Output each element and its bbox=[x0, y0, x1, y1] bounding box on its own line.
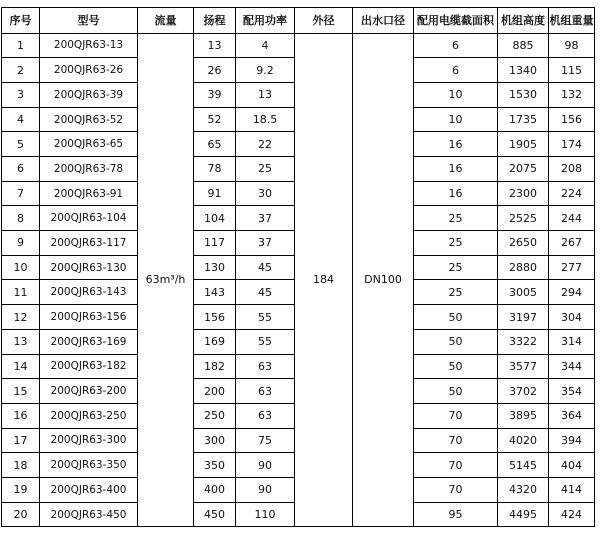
cable-cell: 6 bbox=[414, 58, 498, 83]
height-cell: 2300 bbox=[498, 181, 549, 206]
model-cell: 200QJR63-450 bbox=[40, 502, 138, 527]
head-cell: 156 bbox=[194, 305, 236, 330]
index-cell: 4 bbox=[2, 107, 40, 132]
head-cell: 169 bbox=[194, 329, 236, 354]
model-cell: 200QJR63-104 bbox=[40, 206, 138, 231]
weight-cell: 224 bbox=[549, 181, 595, 206]
weight-cell: 394 bbox=[549, 428, 595, 453]
model-cell: 200QJR63-26 bbox=[40, 58, 138, 83]
height-cell: 1735 bbox=[498, 107, 549, 132]
head-cell: 143 bbox=[194, 280, 236, 305]
index-cell: 19 bbox=[2, 477, 40, 502]
head-cell: 52 bbox=[194, 107, 236, 132]
index-cell: 7 bbox=[2, 181, 40, 206]
weight-cell: 208 bbox=[549, 157, 595, 182]
index-cell: 5 bbox=[2, 132, 40, 157]
weight-cell: 344 bbox=[549, 354, 595, 379]
header-power: 配用功率 bbox=[236, 8, 295, 34]
model-cell: 200QJR63-182 bbox=[40, 354, 138, 379]
pump-spec-table-container bbox=[1, 7, 595, 527]
weight-cell: 132 bbox=[549, 82, 595, 107]
outer-diameter-merged-cell: 184 bbox=[295, 33, 353, 527]
weight-cell: 244 bbox=[549, 206, 595, 231]
weight-cell: 174 bbox=[549, 132, 595, 157]
header-outer-diameter: 外径 bbox=[295, 8, 353, 34]
head-cell: 130 bbox=[194, 255, 236, 280]
power-cell: 63 bbox=[236, 403, 295, 428]
header-model: 型号 bbox=[40, 8, 138, 34]
height-cell: 5145 bbox=[498, 453, 549, 478]
header-head: 扬程 bbox=[194, 8, 236, 34]
header-cable: 配用电缆截面积 bbox=[414, 8, 498, 34]
flow-merged-cell: 63m³/h bbox=[138, 33, 194, 527]
power-cell: 63 bbox=[236, 379, 295, 404]
cable-cell: 16 bbox=[414, 157, 498, 182]
height-cell: 3702 bbox=[498, 379, 549, 404]
height-cell: 1530 bbox=[498, 82, 549, 107]
cable-cell: 25 bbox=[414, 255, 498, 280]
model-cell: 200QJR63-65 bbox=[40, 132, 138, 157]
head-cell: 65 bbox=[194, 132, 236, 157]
index-cell: 6 bbox=[2, 157, 40, 182]
power-cell: 37 bbox=[236, 231, 295, 256]
power-cell: 75 bbox=[236, 428, 295, 453]
head-cell: 117 bbox=[194, 231, 236, 256]
power-cell: 4 bbox=[236, 33, 295, 58]
head-cell: 39 bbox=[194, 82, 236, 107]
model-cell: 200QJR63-130 bbox=[40, 255, 138, 280]
model-cell: 200QJR63-300 bbox=[40, 428, 138, 453]
cable-cell: 6 bbox=[414, 33, 498, 58]
height-cell: 3005 bbox=[498, 280, 549, 305]
index-cell: 2 bbox=[2, 58, 40, 83]
power-cell: 25 bbox=[236, 157, 295, 182]
model-cell: 200QJR63-169 bbox=[40, 329, 138, 354]
header-height: 机组高度 bbox=[498, 8, 549, 34]
height-cell: 4495 bbox=[498, 502, 549, 527]
index-cell: 3 bbox=[2, 82, 40, 107]
weight-cell: 294 bbox=[549, 280, 595, 305]
cable-cell: 25 bbox=[414, 280, 498, 305]
cable-cell: 70 bbox=[414, 403, 498, 428]
cable-cell: 16 bbox=[414, 181, 498, 206]
height-cell: 4020 bbox=[498, 428, 549, 453]
table-row bbox=[2, 33, 595, 58]
cable-cell: 95 bbox=[414, 502, 498, 527]
index-cell: 1 bbox=[2, 33, 40, 58]
model-cell: 200QJR63-156 bbox=[40, 305, 138, 330]
model-cell: 200QJR63-143 bbox=[40, 280, 138, 305]
head-cell: 450 bbox=[194, 502, 236, 527]
weight-cell: 314 bbox=[549, 329, 595, 354]
height-cell: 2525 bbox=[498, 206, 549, 231]
index-cell: 14 bbox=[2, 354, 40, 379]
weight-cell: 364 bbox=[549, 403, 595, 428]
height-cell: 2880 bbox=[498, 255, 549, 280]
cable-cell: 50 bbox=[414, 354, 498, 379]
weight-cell: 424 bbox=[549, 502, 595, 527]
index-cell: 15 bbox=[2, 379, 40, 404]
index-cell: 13 bbox=[2, 329, 40, 354]
height-cell: 2650 bbox=[498, 231, 549, 256]
header-weight: 机组重量 bbox=[549, 8, 595, 34]
weight-cell: 354 bbox=[549, 379, 595, 404]
cable-cell: 50 bbox=[414, 305, 498, 330]
height-cell: 1340 bbox=[498, 58, 549, 83]
header-outlet: 出水口径 bbox=[353, 8, 414, 34]
weight-cell: 98 bbox=[549, 33, 595, 58]
model-cell: 200QJR63-13 bbox=[40, 33, 138, 58]
weight-cell: 115 bbox=[549, 58, 595, 83]
head-cell: 26 bbox=[194, 58, 236, 83]
model-cell: 200QJR63-200 bbox=[40, 379, 138, 404]
outlet-merged-cell: DN100 bbox=[353, 33, 414, 527]
head-cell: 400 bbox=[194, 477, 236, 502]
power-cell: 55 bbox=[236, 305, 295, 330]
power-cell: 55 bbox=[236, 329, 295, 354]
power-cell: 13 bbox=[236, 82, 295, 107]
head-cell: 13 bbox=[194, 33, 236, 58]
power-cell: 45 bbox=[236, 280, 295, 305]
weight-cell: 267 bbox=[549, 231, 595, 256]
cable-cell: 16 bbox=[414, 132, 498, 157]
head-cell: 182 bbox=[194, 354, 236, 379]
cable-cell: 50 bbox=[414, 329, 498, 354]
weight-cell: 304 bbox=[549, 305, 595, 330]
weight-cell: 156 bbox=[549, 107, 595, 132]
head-cell: 350 bbox=[194, 453, 236, 478]
head-cell: 91 bbox=[194, 181, 236, 206]
height-cell: 3895 bbox=[498, 403, 549, 428]
head-cell: 200 bbox=[194, 379, 236, 404]
model-cell: 200QJR63-250 bbox=[40, 403, 138, 428]
cable-cell: 10 bbox=[414, 82, 498, 107]
power-cell: 45 bbox=[236, 255, 295, 280]
height-cell: 2075 bbox=[498, 157, 549, 182]
index-cell: 10 bbox=[2, 255, 40, 280]
height-cell: 885 bbox=[498, 33, 549, 58]
model-cell: 200QJR63-350 bbox=[40, 453, 138, 478]
height-cell: 1905 bbox=[498, 132, 549, 157]
header-index: 序号 bbox=[2, 8, 40, 34]
power-cell: 18.5 bbox=[236, 107, 295, 132]
power-cell: 22 bbox=[236, 132, 295, 157]
index-cell: 16 bbox=[2, 403, 40, 428]
table-body bbox=[2, 33, 595, 527]
height-cell: 3197 bbox=[498, 305, 549, 330]
index-cell: 9 bbox=[2, 231, 40, 256]
height-cell: 3322 bbox=[498, 329, 549, 354]
index-cell: 12 bbox=[2, 305, 40, 330]
index-cell: 8 bbox=[2, 206, 40, 231]
height-cell: 4320 bbox=[498, 477, 549, 502]
power-cell: 90 bbox=[236, 453, 295, 478]
model-cell: 200QJR63-400 bbox=[40, 477, 138, 502]
index-cell: 18 bbox=[2, 453, 40, 478]
cable-cell: 70 bbox=[414, 428, 498, 453]
cable-cell: 25 bbox=[414, 206, 498, 231]
head-cell: 104 bbox=[194, 206, 236, 231]
cable-cell: 70 bbox=[414, 453, 498, 478]
cable-cell: 70 bbox=[414, 477, 498, 502]
power-cell: 63 bbox=[236, 354, 295, 379]
head-cell: 300 bbox=[194, 428, 236, 453]
head-cell: 250 bbox=[194, 403, 236, 428]
power-cell: 9.2 bbox=[236, 58, 295, 83]
header-row bbox=[2, 8, 595, 34]
cable-cell: 10 bbox=[414, 107, 498, 132]
index-cell: 20 bbox=[2, 502, 40, 527]
cable-cell: 50 bbox=[414, 379, 498, 404]
power-cell: 110 bbox=[236, 502, 295, 527]
weight-cell: 277 bbox=[549, 255, 595, 280]
model-cell: 200QJR63-78 bbox=[40, 157, 138, 182]
model-cell: 200QJR63-39 bbox=[40, 82, 138, 107]
pump-spec-table bbox=[1, 7, 595, 527]
index-cell: 17 bbox=[2, 428, 40, 453]
power-cell: 30 bbox=[236, 181, 295, 206]
cable-cell: 25 bbox=[414, 231, 498, 256]
weight-cell: 404 bbox=[549, 453, 595, 478]
model-cell: 200QJR63-91 bbox=[40, 181, 138, 206]
power-cell: 90 bbox=[236, 477, 295, 502]
header-flow: 流量 bbox=[138, 8, 194, 34]
power-cell: 37 bbox=[236, 206, 295, 231]
height-cell: 3577 bbox=[498, 354, 549, 379]
head-cell: 78 bbox=[194, 157, 236, 182]
model-cell: 200QJR63-52 bbox=[40, 107, 138, 132]
weight-cell: 414 bbox=[549, 477, 595, 502]
index-cell: 11 bbox=[2, 280, 40, 305]
model-cell: 200QJR63-117 bbox=[40, 231, 138, 256]
